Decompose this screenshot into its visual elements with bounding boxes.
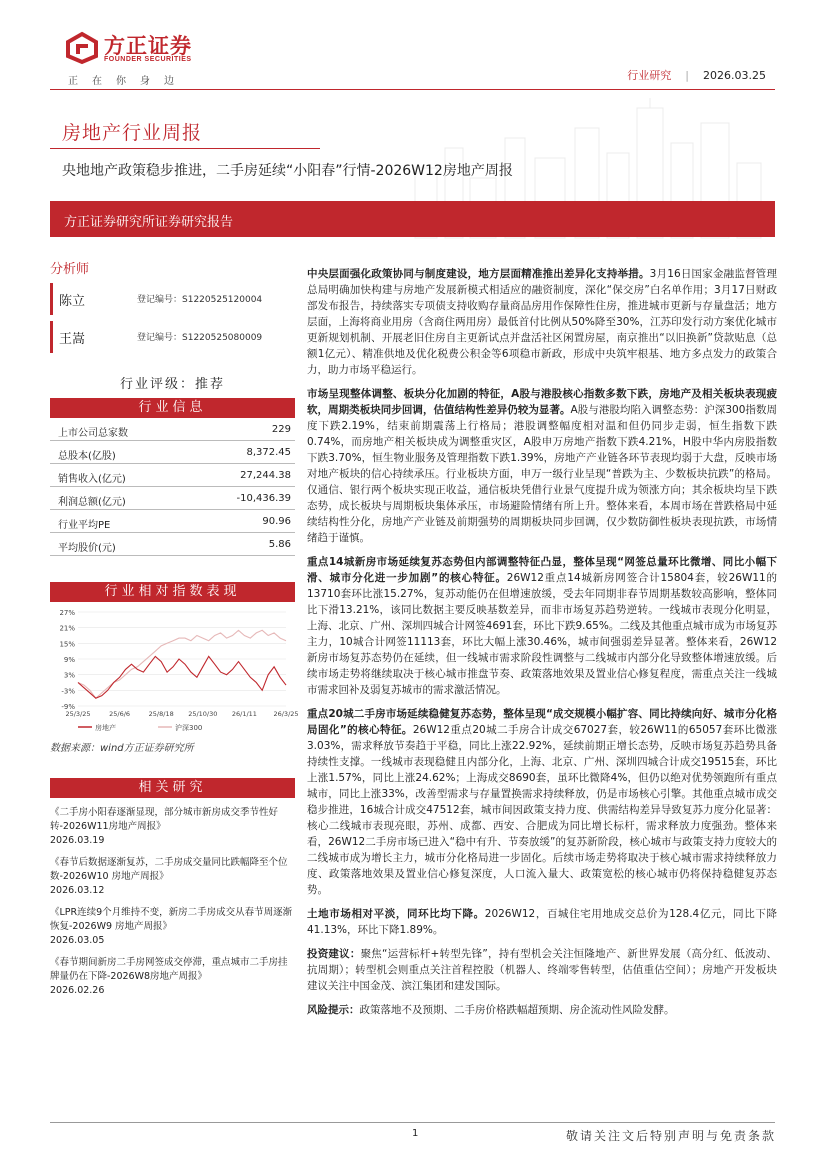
- para-body: A股与港股均陷入调整态势：沪深300指数周度下跌2.19%，结束前期震荡上行格局；港股调整幅度相对温和但仍同步走弱，恒生指数下跌0.74%，而房地产相关板块成为调整重灾区，A股申万房地产指数下跌4.21%，H股中华内房股指数下跌3.70%，恒生物业服务及管理指数下跌1.39%，房地产产业链各环节表现均弱于大盘，反映市场对地产板块的信心持续承压。行业板块方面，申万一级行业呈现“普跌为主、少数板块抗跌”的格局。仅通信、银行两个板块实现正收益，通信板块凭借行业景气度提升成为领涨方向；其余板块均呈下跌态势，成长板块与周期板块集体承压，市场避险情绪有所上升。整体来看，本周市场在普跌格局中延续结构性分化，房地产产业链及前期强势的周期板块同步回调，仅少数防御性板块表现抗跌，市场情绪趋于谨慎。: [307, 404, 777, 544]
- para-lead: 风险提示：: [307, 1004, 360, 1016]
- related-list: [50, 806, 295, 998]
- report-category: 行业研究: [627, 69, 672, 82]
- analyst-reg: 登记编号：S1220525120004: [137, 295, 263, 305]
- related-research: [50, 778, 295, 998]
- para-lead: 重点20城二手房市场延续稳健复苏态势，整体呈现“成交规模小幅扩容、同比持续向好、城市分化格局固化”的核心特征。: [307, 708, 777, 736]
- logo-en-text: FOUNDER SECURITIES: [104, 56, 192, 63]
- page-header: [0, 0, 826, 95]
- chart-x-tick-label: 26/1/11: [231, 710, 257, 718]
- para-body: 2026W12，百城住宅用地成交总价为128.4亿元，同比下降41.13%，环比下降1.89%。: [307, 908, 777, 936]
- related-item[interactable]: [50, 906, 295, 948]
- institute-label: 方正证券研究所证券研究报告: [64, 215, 234, 230]
- relative-index-chart: [50, 582, 299, 732]
- info-row: [50, 418, 295, 441]
- content-paragraph: [307, 1002, 777, 1018]
- company-logo: [66, 30, 206, 70]
- analyst-entry: [50, 321, 300, 353]
- related-heading: 相关研究: [50, 778, 295, 798]
- analyst-name: 陈立: [59, 294, 86, 309]
- content-paragraph: [307, 386, 777, 546]
- related-date: 2026.03.19: [50, 835, 105, 846]
- info-key: 上市公司总家数: [58, 428, 128, 439]
- para-lead: 中央层面强化政策协同与制度建设，地方层面精准推出差异化支持举措。: [307, 268, 650, 280]
- related-date: 2026.02.26: [50, 985, 105, 996]
- info-key: 销售收入(亿元): [58, 474, 126, 485]
- related-item[interactable]: [50, 806, 295, 848]
- industry-rating: 行业评级：推荐: [119, 377, 225, 392]
- related-date: 2026.03.05: [50, 935, 105, 946]
- para-body: 3月16日国家金融监督管理总局明确加快构建与房地产发展新模式相适应的融资制度，深化“保交房”白名单作用；3月17日财政部发布报告，持续落实专项债支持收购存量商品房用作保障性住房，推进城市更新与存量盘活；地方层面，上海将商业用房（含商住两用房）最低首付比例从50%降至30%，江苏印发行动方案优化城市更新规划机制、开展老旧住房自主更新试点并盘活社区闲置房屋，南京推出“以旧换新”贷款贴息（总额1亿元）、精准供地及优化税费公积金等6项稳市新政，形成中央筑牢根基、地方多点发力的政策合力，助力市场平稳运行。: [307, 268, 778, 376]
- header-divider: [50, 89, 775, 90]
- report-title: 央地地产政策稳步推进，二手房延续“小阳春”行情-2026W12房地产周报: [62, 163, 513, 179]
- industry-info: [50, 398, 295, 556]
- content-paragraph: [307, 906, 777, 938]
- para-body: 26W12重点14城新房网签合计15804套，较26W11的13710套环比涨15.27%，复苏动能仍在但增速放缓，受去年同期非春节周期基数较高影响，整体同比下滑13.21%，该同比数据主要反映基数差异，而非市场复苏趋势逆转。一线城市表现分化明显，上海、北京、广州、深圳四城合计网签4691套，环比下跌9.65%。二线及其他重点城市成为市场复苏主力，10城合计网签11113套，环比大幅上涨30.46%，城市间强弱差异显著。整体来看，26W12新房市场复苏态势仍在延续，但一线城市需求阶段性调整与二线城市内部分化导致整体增速放缓。后续市场走势将继续取决于核心城市推盘节奏、政策落地效果及置业信心修复程度，需重点关注一线城市需求回补及弱复苏城市的需求激活情况。: [307, 572, 777, 696]
- chart-x-tick-label: 26/3/25: [273, 710, 299, 718]
- info-value: 5.86: [268, 539, 291, 550]
- related-title: 《LPR连续9个月维持不变，新房二手房成交从春节周逐渐恢复-2026W9 房地产周报》: [50, 907, 293, 932]
- chart-y-tick-label: 21%: [59, 624, 75, 633]
- chart-legend-label: 沪深300: [175, 724, 203, 732]
- founder-logo-icon: [66, 32, 98, 64]
- para-lead: 土地市场相对平淡，同环比均下降。: [307, 908, 485, 920]
- chart-x-tick-label: 25/10/30: [188, 710, 218, 718]
- info-key: 利润总额(亿元): [58, 497, 126, 508]
- content-paragraph: [307, 946, 777, 994]
- page-number: 1: [412, 1128, 419, 1139]
- info-value: 8,372.45: [246, 447, 291, 458]
- slogan: 正在你身边: [68, 76, 188, 87]
- para-lead: 投资建议：: [307, 948, 361, 960]
- chart-y-tick-label: 3%: [63, 671, 75, 680]
- chart-x-tick-label: 25/8/18: [148, 710, 174, 718]
- industry-info-table: [50, 418, 295, 556]
- chart-legend-label: 房地产: [95, 724, 116, 732]
- chart-y-tick-label: 27%: [59, 609, 75, 617]
- chart-x-tick-label: 25/6/6: [109, 710, 131, 718]
- info-row: [50, 464, 295, 487]
- para-body: 26W12重点20城二手房合计成交67027套，较26W11的65057套环比微涨3.03%，需求释放节奏趋于平稳，同比上涨22.92%，延续前期正增长态势，反映市场复苏趋势具备持续性支撑。一线城市表现稳健且内部分化，上海、北京、广州、深圳四城合计成交19515套，环比上涨1.57%，同比上涨24.62%；上海成交8690套，虽环比微降4%，但仍以绝对优势领跑所有重点城市，同比上涨33%，改善型需求与存量置换需求持续释放，仍是市场核心引擎。其他重点城市成交稳步推进，16城合计成交47512套，城市间因政策支持力度、供需结构差异导致复苏力度分化显著：核心二线城市表现亮眼，苏州、成都、西安、合肥成为同比增长标杆，需求释放力度强劲。整体来看，26W12二手房市场已进入“稳中有升、节奏放缓”的复苏新阶段，核心城市与政策支持力度较大的二线城市成为增长主力，城市分化格局进一步固化。后续市场走势将取决于核心城市需求持续释放力度、政策落地效果及置业信心修复深度，人口流入量大、政策宽松的核心城市仍将保持稳健复苏态势。: [307, 724, 778, 896]
- para-body: 聚焦“运营标杆+转型先锋”，持有型机会关注恒隆地产、新世界发展（高分红、低波动、抗周期）；转型机会则重点关注首程控股（机器人、终端零售转型，估值重估空间）；房地产开发板块建议关注中国金茂、滨江集团和建发国际。: [307, 948, 777, 992]
- info-key: 平均股价(元): [58, 543, 116, 554]
- info-value: 229: [271, 424, 291, 435]
- related-date: 2026.03.12: [50, 885, 105, 896]
- info-value: 27,244.38: [240, 470, 291, 481]
- chart-series-line: [78, 656, 286, 698]
- info-row: [50, 487, 295, 510]
- chart-y-tick-label: 9%: [63, 656, 75, 664]
- info-value: -10,436.39: [236, 493, 291, 504]
- footer-divider: [50, 1122, 775, 1123]
- info-row: [50, 533, 295, 556]
- info-row: [50, 510, 295, 533]
- para-body: 政策落地不及预期、二手房价格跌幅超预期、房企流动性风险发酵。: [359, 1004, 675, 1016]
- report-type-title: 房地产行业周报: [62, 122, 203, 144]
- logo-cn-text: 方正证券: [104, 34, 192, 58]
- chart-y-tick-label: 15%: [59, 640, 75, 649]
- related-item[interactable]: [50, 956, 295, 998]
- title-underline: [50, 148, 320, 149]
- info-key: 总股本(亿股): [58, 451, 116, 462]
- industry-info-heading: 行业信息: [50, 398, 295, 418]
- chart-x-tick-label: 25/3/25: [65, 710, 91, 718]
- report-date: 2026.03.25: [703, 69, 766, 82]
- para-lead: 重点14城新房市场延续复苏态势但内部调整特征凸显，整体呈现“网签总量环比微增、同比小幅下滑、城市分化进一步加剧”的核心特征。: [307, 556, 777, 584]
- institute-band: [50, 201, 775, 237]
- content-paragraph: [307, 706, 777, 898]
- chart-y-tick-label: -3%: [61, 687, 75, 696]
- info-value: 90.96: [262, 516, 291, 527]
- analyst-heading: 分析师: [50, 262, 90, 277]
- content-paragraph: [307, 266, 777, 378]
- content-paragraph: [307, 554, 777, 698]
- chart-svg: [50, 606, 299, 732]
- related-item[interactable]: [50, 856, 295, 898]
- info-row: [50, 441, 295, 464]
- chart-y-tick-label: -9%: [61, 703, 75, 711]
- related-title: 《二手房小阳春逐渐显现，部分城市新房成交季节性好转-2026W11房地产周报》: [50, 807, 279, 832]
- header-meta: 行业研究 | 2026.03.25: [627, 69, 766, 82]
- related-title: 《春节后数据逐渐复苏，二手房成交量同比跌幅降至个位数-2026W10 房地产周报》: [50, 857, 288, 882]
- footer-disclaimer: 敬请关注文后特别声明与免责条款: [565, 1129, 776, 1143]
- para-lead: 市场呈现整体调整、板块分化加剧的特征，A股与港股核心指数多数下跌，房地产及相关板块表现疲软，周期类板块同步回调，估值结构性差异仍较为显著。: [307, 388, 777, 416]
- source-note: 数据来源：wind方正证券研究所: [50, 743, 194, 754]
- chart-title: 行业相对指数表现: [50, 582, 295, 602]
- analyst-name: 王嵩: [59, 332, 86, 347]
- analyst-reg: 登记编号：S1220525080009: [137, 333, 263, 343]
- info-key: 行业平均PE: [58, 520, 111, 531]
- main-content: [307, 266, 777, 1026]
- related-title: 《春节期间新房二手房网签成交停滞，重点城市二手房挂牌量仍在下降-2026W8房地产周报》: [50, 957, 288, 982]
- sidebar: [50, 258, 300, 392]
- analyst-entry: [50, 283, 300, 315]
